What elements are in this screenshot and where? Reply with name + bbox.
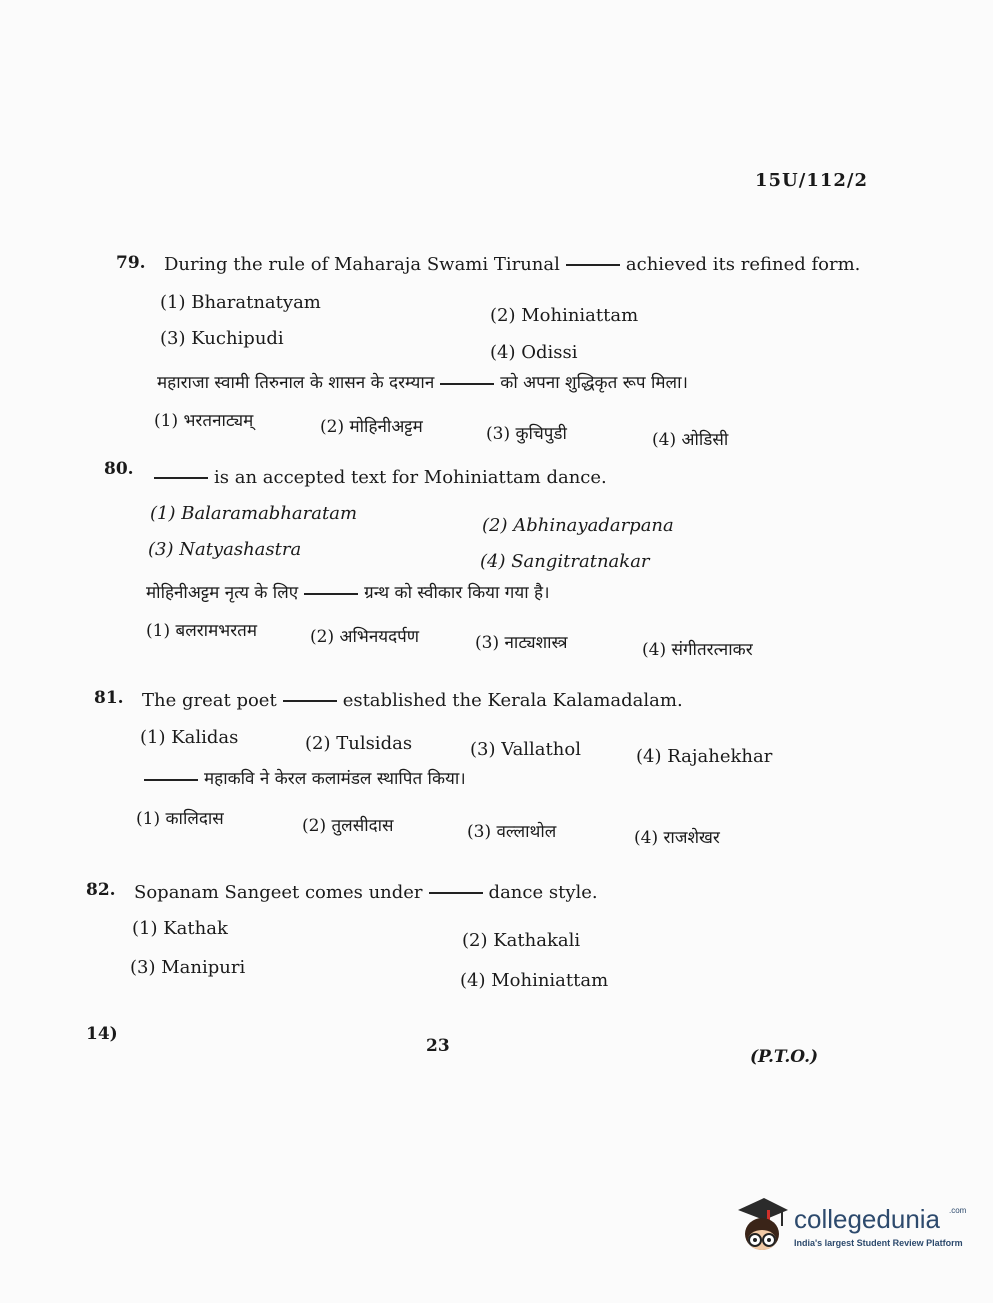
- blank-line: [429, 892, 483, 894]
- hindi-option-4: (4) ओडिसी: [652, 430, 729, 450]
- hindi-option-4: (4) संगीतरत्नाकर: [642, 640, 753, 660]
- logo-name: collegedunia: [794, 1204, 941, 1234]
- mascot-icon: [734, 1196, 790, 1256]
- hindi-text-after: को अपना शुद्धिकृत रूप मिला।: [500, 373, 688, 393]
- hindi-option-2: (2) तुलसीदास: [302, 816, 394, 836]
- option-2: (2) Mohiniattam: [490, 305, 639, 326]
- option-3: (3) Manipuri: [130, 957, 246, 978]
- footer-left: 14): [86, 1024, 118, 1044]
- option-3: (3) Kuchipudi: [160, 328, 284, 349]
- pto-label: (P.T.O.): [750, 1047, 819, 1067]
- question-text-before: The great poet: [142, 690, 277, 711]
- hindi-text-before: मोहिनीअट्टम नृत्य के लिए: [146, 583, 299, 603]
- hindi-option-3: (3) नाट्यशास्त्र: [475, 633, 568, 653]
- hindi-question-text: [157, 370, 688, 393]
- option-1: (1) Kathak: [132, 918, 228, 939]
- hindi-option-1: (1) भरतनाट्यम्: [154, 411, 254, 431]
- option-2: (2) Kathakali: [462, 930, 581, 951]
- blank-line: [440, 383, 494, 385]
- option-2: (2) Tulsidas: [305, 733, 413, 754]
- option-3: (3) Vallathol: [470, 739, 581, 760]
- blank-line: [154, 477, 208, 479]
- blank-line: [283, 700, 337, 702]
- question-text-after: dance style.: [488, 882, 598, 903]
- paper-code: 15U/112/2: [755, 170, 868, 191]
- hindi-option-1: (1) बलरामभरतम: [146, 621, 257, 641]
- question-text-after: established the Kerala Kalamadalam.: [342, 690, 683, 711]
- hindi-option-2: (2) अभिनयदर्पण: [310, 627, 420, 647]
- logo-tagline: India's largest Student Review Platform: [794, 1238, 963, 1248]
- page-number: 23: [426, 1036, 450, 1056]
- question-text-after: is an accepted text for Mohiniattam dance.: [214, 467, 607, 488]
- option-4: (4) Mohiniattam: [460, 970, 609, 991]
- hindi-text-after: महाकवि ने केरल कलामंडल स्थापित किया।: [204, 769, 466, 789]
- blank-line: [304, 593, 358, 595]
- option-1: (1) Balaramabharatam: [150, 503, 358, 524]
- option-1: (1) Kalidas: [140, 727, 239, 748]
- question-text-before: Sopanam Sangeet comes under: [134, 882, 423, 903]
- hindi-option-3: (3) वल्लाथोल: [467, 822, 557, 842]
- hindi-question-text: [138, 766, 466, 789]
- logo-suffix: .com: [949, 1206, 967, 1215]
- hindi-text-before: महाराजा स्वामी तिरुनाल के शासन के दरम्यान: [157, 373, 435, 393]
- question-text: [164, 254, 860, 275]
- option-4: (4) Odissi: [490, 342, 578, 363]
- question-text-after: achieved its refined form.: [625, 254, 861, 275]
- collegedunia-logo: [734, 1196, 967, 1260]
- option-2: (2) Abhinayadarpana: [482, 515, 674, 536]
- blank-line: [566, 264, 620, 266]
- hindi-question-text: [146, 580, 550, 603]
- blank-line: [144, 779, 198, 781]
- hindi-option-3: (3) कुचिपुडी: [486, 424, 567, 444]
- question-text-before: During the rule of Maharaja Swami Tirunal: [164, 254, 560, 275]
- option-1: (1) Bharatnatyam: [160, 292, 321, 313]
- hindi-text-after: ग्रन्थ को स्वीकार किया गया है।: [364, 583, 550, 603]
- hindi-option-1: (1) कालिदास: [136, 809, 224, 829]
- question-text: [148, 467, 607, 488]
- hindi-option-4: (4) राजशेखर: [634, 828, 720, 848]
- option-4: (4) Rajahekhar: [636, 746, 773, 767]
- question-number: 81.: [94, 688, 124, 708]
- question-number: 82.: [86, 880, 116, 900]
- option-4: (4) Sangitratnakar: [480, 551, 650, 572]
- option-3: (3) Natyashastra: [148, 539, 302, 560]
- question-text: [142, 690, 683, 711]
- question-number: 80.: [104, 459, 134, 479]
- question-number: 79.: [116, 253, 146, 273]
- hindi-option-2: (2) मोहिनीअट्टम: [320, 417, 423, 437]
- question-text: [134, 882, 598, 903]
